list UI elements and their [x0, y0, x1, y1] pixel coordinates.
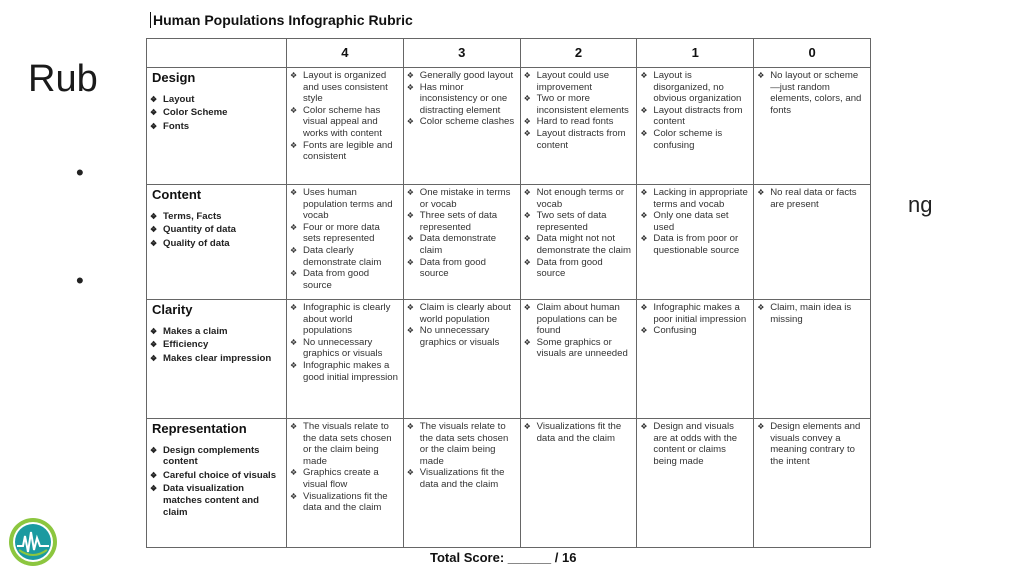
table-row: [147, 185, 871, 300]
rubric-cell-item: ❖ Data is from poor or questionable source: [640, 233, 750, 256]
table-row: [147, 419, 871, 548]
rubric-cell-item: ❖ Generally good layout: [407, 70, 517, 82]
rubric-cell-item: ❖ Layout distracts from content: [640, 105, 750, 128]
rubric-cell: [754, 419, 871, 548]
rubric-cell-item: ❖ Data might not not demonstrate the claim: [524, 233, 634, 256]
rubric-cell: [520, 185, 637, 300]
table-row: [147, 300, 871, 419]
rubric-cell-item: ❖ Claim is clearly about world population: [407, 302, 517, 325]
rubric-cell-item: ❖ Confusing: [640, 325, 750, 337]
rubric-cell-item: ❖ The visuals relate to the data sets chosen or the claim being made: [290, 421, 400, 467]
rubric-cell-item: ❖ Layout could use improvement: [524, 70, 634, 93]
criterion-cell: [147, 185, 287, 300]
criterion-subitem: ❖ Makes clear impression: [150, 353, 283, 365]
criterion-name: Representation: [152, 421, 247, 436]
rubric-cell-item: ❖ Layout distracts from content: [524, 128, 634, 151]
rubric-cell-item: ❖ Color scheme clashes: [407, 116, 517, 128]
score-header: 1: [637, 39, 754, 68]
rubric-cell: [403, 419, 520, 548]
criterion-subitem: ❖ Makes a claim: [150, 326, 283, 338]
rubric-cell-item: ❖ No real data or facts are present: [757, 187, 867, 210]
criterion-subitem: ❖ Fonts: [150, 121, 283, 133]
rubric-cell-item: ❖ No unnecessary graphics or visuals: [407, 325, 517, 348]
rubric-cell-item: ❖ Color scheme is confusing: [640, 128, 750, 151]
rubric-cell-item: ❖ Visualizations fit the data and the claim: [290, 491, 400, 514]
rubric-cell-item: ❖ Data clearly demonstrate claim: [290, 245, 400, 268]
rubric-cell-item: ❖ Hard to read fonts: [524, 116, 634, 128]
rubric-cell: [287, 68, 404, 185]
rubric-cell-item: ❖ Two sets of data represented: [524, 210, 634, 233]
rubric-cell-item: ❖ Infographic makes a good initial impression: [290, 360, 400, 383]
rubric-cell-item: ❖ Fonts are legible and consistent: [290, 140, 400, 163]
rubric-cell: [520, 419, 637, 548]
score-header: 2: [520, 39, 637, 68]
rubric-cell: [287, 185, 404, 300]
rubric-cell: [403, 185, 520, 300]
rubric-cell-item: ❖ Data demonstrate claim: [407, 233, 517, 256]
rubric-cell-item: ❖ Lacking in appropriate terms and vocab: [640, 187, 750, 210]
criterion-subitem: ❖ Careful choice of visuals: [150, 470, 283, 482]
criterion-subitem: ❖ Data visualization matches content and claim: [150, 483, 283, 518]
rubric-cell-item: ❖ Infographic makes a poor initial impression: [640, 302, 750, 325]
criterion-cell: [147, 300, 287, 419]
rubric-cell: [754, 300, 871, 419]
criterion-subitem: ❖ Layout: [150, 94, 283, 106]
rubric-cell: [754, 185, 871, 300]
criterion-subitem: ❖ Efficiency: [150, 339, 283, 351]
bullet-point: •: [76, 268, 84, 293]
rubric-cell-item: ❖ Two or more inconsistent elements: [524, 93, 634, 116]
rubric-cell: [754, 68, 871, 185]
slide-title: Rub: [28, 58, 98, 100]
header-corner: [147, 39, 287, 68]
rubric-image: [136, 4, 880, 576]
rubric-cell: [287, 300, 404, 419]
table-header-row: [147, 39, 871, 68]
rubric-cell-item: ❖ Layout is organized and uses consistent style: [290, 70, 400, 105]
rubric-cell-item: ❖ Color scheme has visual appeal and works with content: [290, 105, 400, 140]
score-header: 0: [754, 39, 871, 68]
logo-icon: [7, 516, 59, 568]
table-row: [147, 68, 871, 185]
rubric-cell: [287, 419, 404, 548]
rubric-cell-item: ❖ Data from good source: [407, 257, 517, 280]
rubric-cell-item: ❖ Three sets of data represented: [407, 210, 517, 233]
total-score: Total Score: ______ / 16: [430, 550, 577, 565]
rubric-title: Human Populations Infographic Rubric: [150, 12, 413, 28]
rubric-cell-item: ❖ No unnecessary graphics or visuals: [290, 337, 400, 360]
rubric-cell-item: ❖ Design and visuals are at odds with the content or claims being made: [640, 421, 750, 467]
criterion-cell: [147, 419, 287, 548]
rubric-cell-item: ❖ The visuals relate to the data sets chosen or the claim being made: [407, 421, 517, 467]
rubric-cell-item: ❖ One mistake in terms or vocab: [407, 187, 517, 210]
rubric-cell: [637, 300, 754, 419]
criterion-subitem: ❖ Quality of data: [150, 238, 283, 250]
rubric-cell-item: ❖ Not enough terms or vocab: [524, 187, 634, 210]
score-header: 4: [287, 39, 404, 68]
rubric-cell: [637, 185, 754, 300]
rubric-cell: [637, 419, 754, 548]
rubric-cell-item: ❖ No layout or scheme—just random elements, colors, and fonts: [757, 70, 867, 116]
criterion-subitem: ❖ Quantity of data: [150, 224, 283, 236]
criterion-subitem: ❖ Terms, Facts: [150, 211, 283, 223]
score-header: 3: [403, 39, 520, 68]
rubric-cell-item: ❖ Data from good source: [524, 257, 634, 280]
rubric-cell-item: ❖ Has minor inconsistency or one distracting element: [407, 82, 517, 117]
rubric-cell-item: ❖ Graphics create a visual flow: [290, 467, 400, 490]
rubric-cell-item: ❖ Visualizations fit the data and the claim: [524, 421, 634, 444]
rubric-cell-item: ❖ Some graphics or visuals are unneeded: [524, 337, 634, 360]
criterion-name: Content: [152, 187, 202, 202]
rubric-cell-item: ❖ Infographic is clearly about world populations: [290, 302, 400, 337]
rubric-cell-item: ❖ Uses human population terms and vocab: [290, 187, 400, 222]
rubric-cell: [520, 300, 637, 419]
rubric-table: [146, 38, 871, 548]
rubric-cell-item: ❖ Visualizations fit the data and the claim: [407, 467, 517, 490]
rubric-cell-item: ❖ Layout is disorganized, no obvious organization: [640, 70, 750, 105]
criterion-name: Design: [152, 70, 196, 85]
rubric-cell: [637, 68, 754, 185]
criterion-name: Clarity: [152, 302, 193, 317]
rubric-cell: [403, 300, 520, 419]
rubric-cell-item: ❖ Claim, main idea is missing: [757, 302, 867, 325]
bullet-point: •: [76, 160, 84, 185]
rubric-cell-item: ❖ Claim about human populations can be found: [524, 302, 634, 337]
rubric-cell-item: ❖ Only one data set used: [640, 210, 750, 233]
rubric-cell-item: ❖ Four or more data sets represented: [290, 222, 400, 245]
rubric-cell-item: ❖ Data from good source: [290, 268, 400, 291]
criterion-subitem: ❖ Color Scheme: [150, 107, 283, 119]
partially-hidden-text: ng: [908, 192, 933, 217]
rubric-cell: [403, 68, 520, 185]
rubric-cell-item: ❖ Design elements and visuals convey a meaning contrary to the intent: [757, 421, 867, 467]
criterion-subitem: ❖ Design complements content: [150, 445, 283, 468]
rubric-cell: [520, 68, 637, 185]
criterion-cell: [147, 68, 287, 185]
